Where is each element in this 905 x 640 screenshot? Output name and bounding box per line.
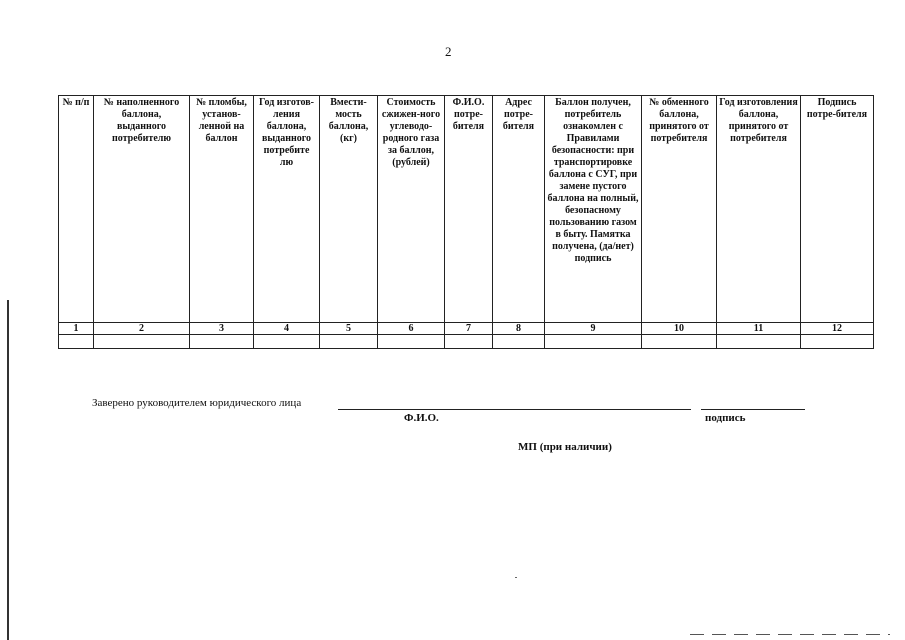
scan-edge-tick bbox=[7, 318, 9, 324]
header-cell: Адрес потре-бителя bbox=[493, 96, 545, 323]
empty-cell bbox=[717, 335, 801, 349]
header-cell: Год изготовления баллона, принятого от потребителя bbox=[717, 96, 801, 323]
header-cell: № п/п bbox=[59, 96, 94, 323]
empty-cell bbox=[254, 335, 320, 349]
column-number: 7 bbox=[445, 323, 493, 335]
column-number: 1 bbox=[59, 323, 94, 335]
scan-speck bbox=[515, 577, 517, 578]
column-number: 9 bbox=[545, 323, 642, 335]
empty-cell bbox=[190, 335, 254, 349]
header-cell: Год изготов-ления баллона, выданного потребите лю bbox=[254, 96, 320, 323]
header-cell: № наполненного баллона, выданного потребителю bbox=[94, 96, 190, 323]
empty-cell bbox=[493, 335, 545, 349]
empty-cell bbox=[59, 335, 94, 349]
empty-cell bbox=[378, 335, 445, 349]
fio-signature-line bbox=[338, 409, 691, 410]
consumer-register-table bbox=[58, 95, 874, 349]
empty-cell bbox=[445, 335, 493, 349]
header-cell: Подпись потре-бителя bbox=[801, 96, 874, 323]
empty-cell bbox=[94, 335, 190, 349]
scan-edge-noise bbox=[690, 634, 890, 635]
column-number: 5 bbox=[320, 323, 378, 335]
column-number: 2 bbox=[94, 323, 190, 335]
column-number: 3 bbox=[190, 323, 254, 335]
empty-cell bbox=[642, 335, 717, 349]
column-number: 11 bbox=[717, 323, 801, 335]
column-number: 12 bbox=[801, 323, 874, 335]
scan-edge-line bbox=[7, 300, 9, 640]
fio-caption: Ф.И.О. bbox=[404, 412, 439, 424]
stamp-placeholder: МП (при наличии) bbox=[518, 441, 612, 453]
header-cell: № обменного баллона, принятого от потребителя bbox=[642, 96, 717, 323]
table-header-row bbox=[59, 96, 874, 323]
empty-cell bbox=[801, 335, 874, 349]
empty-cell bbox=[320, 335, 378, 349]
column-number: 6 bbox=[378, 323, 445, 335]
page-number: 2 bbox=[445, 44, 452, 59]
empty-cell bbox=[545, 335, 642, 349]
header-cell: Ф.И.О. потре-бителя bbox=[445, 96, 493, 323]
header-cell: Стоимость сжижен-ного углеводо-родного газа за баллон, (рублей) bbox=[378, 96, 445, 323]
column-number: 10 bbox=[642, 323, 717, 335]
signature-caption: подпись bbox=[705, 412, 746, 424]
header-cell: № пломбы, установ-ленной на баллон bbox=[190, 96, 254, 323]
empty-data-row bbox=[59, 335, 874, 349]
column-number: 4 bbox=[254, 323, 320, 335]
header-cell: Баллон получен, потребитель ознакомлен с Правилами безопасности: при транспортировке баллона с СУГ, при замене пустого баллона на полный, безопасному пользованию газом в быту. Памятка получена, (да/нет) подпись bbox=[545, 96, 642, 323]
header-cell: Вмести-мость баллона, (кг) bbox=[320, 96, 378, 323]
signature-line bbox=[701, 409, 805, 410]
column-number-row bbox=[59, 323, 874, 335]
column-number: 8 bbox=[493, 323, 545, 335]
certified-by-statement: Заверено руководителем юридического лица bbox=[92, 397, 302, 409]
